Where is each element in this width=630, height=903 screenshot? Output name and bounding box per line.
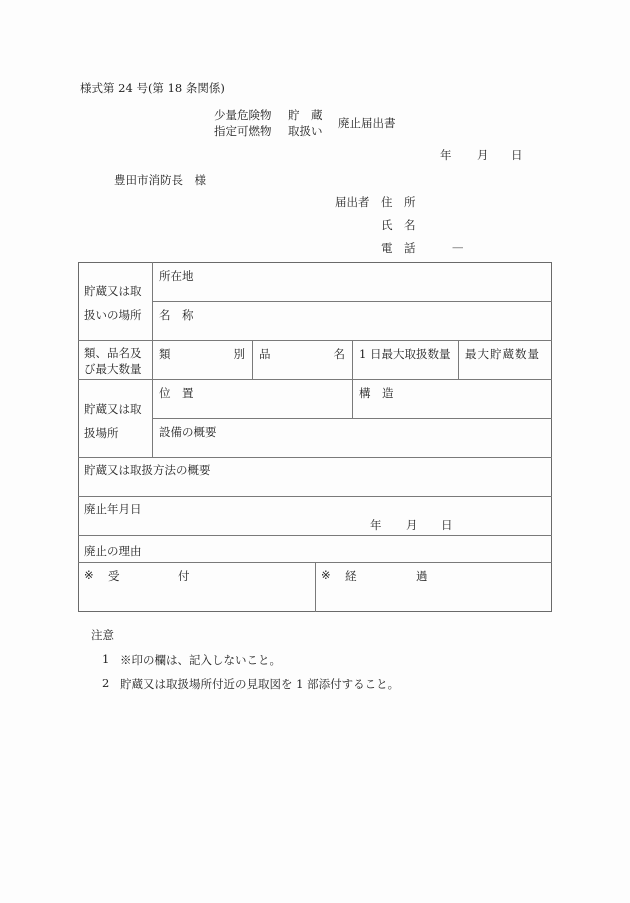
item-header-b: 名 [333,347,345,361]
divider [458,340,459,379]
reception-mark: ※ [84,568,94,582]
facility-name-label: 名 称 [159,308,194,322]
max-storage-header: 最大貯蔵数量 [465,347,540,361]
note-text: 貯蔵又は取扱場所付近の見取図を 1 部添付すること。 [120,677,400,691]
note-number: 1 [102,652,110,666]
method-label: 貯蔵又は取扱方法の概要 [84,463,211,477]
title-line1-b: 貯 蔵 [288,108,323,122]
location-label: 扱いの場所 [84,308,142,322]
abolish-year: 年 [370,518,382,532]
abolish-day: 日 [441,518,453,532]
notes-title: 注意 [91,628,114,642]
date-year: 年 [440,148,452,162]
reception-a: 受 [108,569,120,583]
date-day: 日 [511,148,523,162]
class-header [159,346,245,362]
divider [152,262,153,457]
progress-a: 経 [345,569,357,583]
abolish-reason-label: 廃止の理由 [84,544,142,558]
position-label: 位 置 [159,386,194,400]
equipment-label: 設備の概要 [159,425,217,439]
form-table [78,262,552,612]
form-number: 様式第 24 号(第 18 条関係) [80,81,225,95]
daily-max-header: 1 日最大取扱数量 [359,347,451,361]
divider [352,340,353,418]
date-month: 月 [477,148,489,162]
addressee: 豊田市消防長 様 [114,173,206,187]
divider [78,457,552,458]
location-label: 貯蔵又は取 [84,284,142,298]
class-header-a: 類 [159,347,171,361]
abolish-month: 月 [406,518,418,532]
phone-label: 電 話 [381,241,416,255]
divider [78,340,552,341]
reception-b: 付 [178,569,190,583]
divider [78,535,552,536]
place-label: 扱場所 [84,426,119,440]
item-header-a: 品 [259,347,271,361]
divider [315,562,316,612]
progress-mark: ※ [321,568,331,582]
quantity-label: 類、品名及 [84,346,142,360]
progress-b: 過 [416,569,428,583]
abolish-date-label: 廃止年月日 [84,502,142,516]
divider [152,301,552,302]
title-line1-a: 少量危険物 [214,108,272,122]
divider [252,340,253,379]
document-title: 廃止届出書 [338,116,396,130]
structure-label: 構 造 [359,386,394,400]
address-label: 住 所 [381,195,416,209]
note-text: ※印の欄は、記入しないこと。 [120,653,281,667]
title-line2-a: 指定可燃物 [214,124,272,138]
note-number: 2 [102,676,110,690]
quantity-label: び最大数量 [84,362,142,376]
title-line2-b: 取扱い [288,124,323,138]
applicant-label: 届出者 [335,195,370,209]
item-header [259,346,345,362]
phone-dash: — [452,240,464,254]
divider [152,418,552,419]
address-field-label: 所在地 [159,269,194,283]
divider [78,496,552,497]
place-label: 貯蔵又は取 [84,402,142,416]
divider [78,379,552,380]
class-header-b: 別 [233,347,245,361]
name-label: 氏 名 [381,218,416,232]
